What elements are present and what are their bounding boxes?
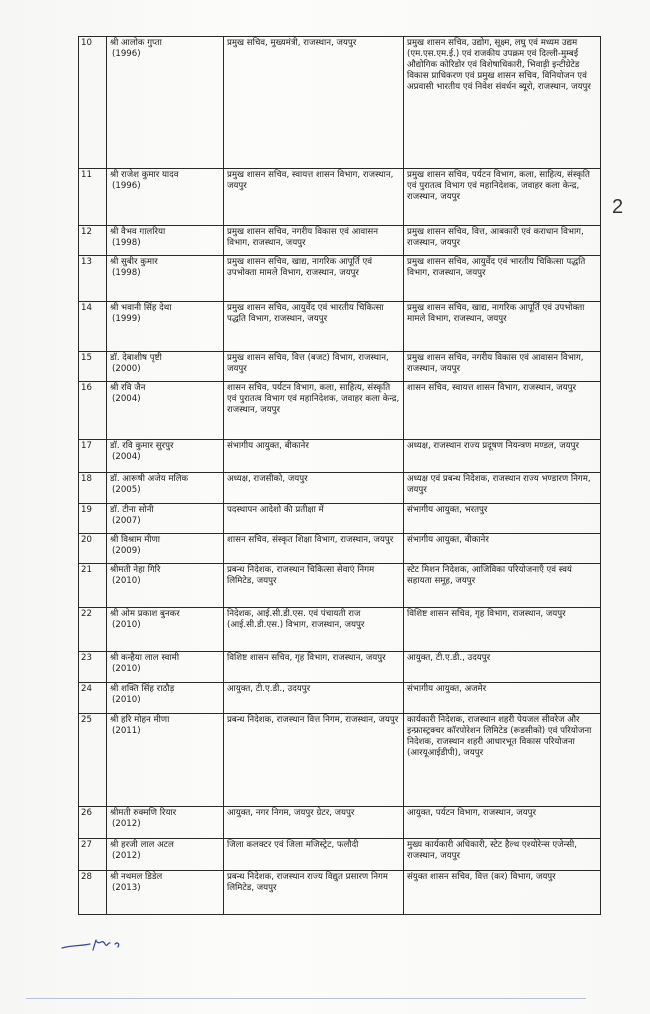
- serial-number-cell: 24: [79, 683, 107, 714]
- officer-name: डॉ. आरूषी अजेय मलिक: [110, 474, 189, 484]
- officer-cell: [107, 352, 224, 382]
- officer-batch: (2009): [112, 546, 141, 556]
- table-row: [79, 226, 601, 256]
- officer-cell: [107, 652, 224, 683]
- signature-scribble: [60, 932, 140, 958]
- bottom-divider: [26, 998, 586, 999]
- new-post-cell: अध्यक्ष एवं प्रबन्ध निदेशक, राजस्थान राज्य भण्डारण निगम, जयपुर: [404, 473, 601, 504]
- officer-batch: (2012): [112, 851, 141, 861]
- serial-number-cell: 20: [79, 534, 107, 564]
- officer-name: श्री वैभव गालरिया: [110, 227, 166, 237]
- officer-cell: [107, 440, 224, 473]
- table-row: [79, 352, 601, 382]
- current-post-cell: निदेशक, आई.सी.डी.एस. एवं पंचायती राज (आई.सी.डी.एस.) विभाग, राजस्थान, जयपुर: [224, 608, 404, 652]
- officer-batch: (2012): [112, 819, 141, 829]
- serial-number-cell: 21: [79, 564, 107, 608]
- new-post-cell: शासन सचिव, स्वायत्त शासन विभाग, राजस्थान, जयपुर: [404, 382, 601, 440]
- officer-name: श्रीमती रुक्मणि रियार: [110, 808, 177, 818]
- current-post-cell: प्रबन्ध निदेशक, राजस्थान चिकित्सा सेवाएं निगम लिमिटेड, जयपुर: [224, 564, 404, 608]
- new-post-cell: कार्यकारी निदेशक, राजस्थान शहरी पेयजल सीवरेज और इन्फ्रास्ट्रक्चर कॉरपोरेशन लिमिटेड (रूडसीको) एवं परियोजना निदेशक, राजस्थान शहरी आधारभूत विकास परियोजना (आरयूआईडीपी), जयपुर: [404, 714, 601, 807]
- current-post-cell: प्रमुख शासन सचिव, नगरीय विकास एवं आवासन विभाग, राजस्थान, जयपुर: [224, 226, 404, 256]
- serial-number-cell: 18: [79, 473, 107, 504]
- table-row: [79, 871, 601, 915]
- officer-batch: (2010): [112, 664, 141, 674]
- officer-batch: (2010): [112, 695, 141, 705]
- officer-cell: [107, 534, 224, 564]
- table-row: [79, 302, 601, 352]
- serial-number-cell: 14: [79, 302, 107, 352]
- table-row: [79, 256, 601, 302]
- new-post-cell: प्रमुख शासन सचिव, आयुर्वेद एवं भारतीय चिकित्सा पद्धति विभाग, राजस्थान, जयपुर: [404, 256, 601, 302]
- officer-batch: (2004): [112, 394, 141, 404]
- officer-name: डॉ. देबाशीष पृष्टी: [110, 353, 162, 363]
- officer-batch: (2005): [112, 485, 141, 495]
- officer-batch: (2013): [112, 883, 141, 893]
- current-post-cell: अध्यक्ष, राजसीको, जयपुर: [224, 473, 404, 504]
- serial-number-cell: 19: [79, 504, 107, 534]
- new-post-cell: संभागीय आयुक्त, बीकानेर: [404, 534, 601, 564]
- new-post-cell: प्रमुख शासन सचिव, पर्यटन विभाग, कला, साहित्य, संस्कृति एवं पुरातत्व विभाग एवं महानिदेशक, जवाहर कला केन्द्र, राजस्थान, जयपुर: [404, 169, 601, 226]
- table-row: [79, 473, 601, 504]
- serial-number-cell: 15: [79, 352, 107, 382]
- officer-name: डॉ. रवि कुमार सुरपुर: [110, 441, 174, 451]
- officer-name: श्री ओम प्रकाश बुनकर: [110, 609, 180, 619]
- officer-batch: (1999): [112, 314, 141, 324]
- officer-name: डॉ. टीना सोनी: [110, 505, 154, 515]
- new-post-cell: संभागीय आयुक्त, भरतपुर: [404, 504, 601, 534]
- officer-batch: (1996): [112, 49, 141, 59]
- table-row: [79, 534, 601, 564]
- officer-name: श्री भवानी सिंह देथा: [110, 303, 172, 313]
- current-post-cell: आयुक्त, टी.ए.डी., उदयपुर: [224, 683, 404, 714]
- officer-name: श्री कन्हैया लाल स्वामी: [110, 653, 180, 663]
- new-post-cell: मुख्य कार्यकारी अधिकारी, स्टेट हैल्थ एश्योरेन्स एजेन्सी, राजस्थान, जयपुर: [404, 839, 601, 871]
- current-post-cell: प्रमुख शासन सचिव, खाद्य, नागरिक आपूर्ति एवं उपभोक्ता मामले विभाग, राजस्थान, जयपुर: [224, 256, 404, 302]
- table-row: [79, 169, 601, 226]
- current-post-cell: प्रमुख शासन सचिव, आयुर्वेद एवं भारतीय चिकित्सा पद्धति विभाग, राजस्थान, जयपुर: [224, 302, 404, 352]
- new-post-cell: स्टेट मिशन निदेशक, आजिविका परियोजनाएँ एवं स्वयं सहायता समूह, जयपुर: [404, 564, 601, 608]
- officer-cell: [107, 504, 224, 534]
- officer-batch: (1998): [112, 238, 141, 248]
- new-post-cell: प्रमुख शासन सचिव, खाद्य, नागरिक आपूर्ति एवं उपभोक्ता मामले विभाग, राजस्थान, जयपुर: [404, 302, 601, 352]
- serial-number-cell: 10: [79, 37, 107, 169]
- officer-name: श्री शक्ति सिंह राठौड़: [110, 684, 175, 694]
- officer-name: श्री नथमल डिडेल: [110, 872, 163, 882]
- new-post-cell: संभागीय आयुक्त, अजमेर: [404, 683, 601, 714]
- serial-number-cell: 22: [79, 608, 107, 652]
- officer-cell: [107, 564, 224, 608]
- officer-batch: (2004): [112, 452, 141, 462]
- table-row: [79, 440, 601, 473]
- table-row: [79, 839, 601, 871]
- officer-name: श्री हरजी लाल अटल: [110, 840, 174, 850]
- transfer-orders-table: [78, 36, 601, 915]
- serial-number-cell: 27: [79, 839, 107, 871]
- officer-cell: [107, 382, 224, 440]
- table-body: [79, 37, 601, 915]
- table-row: [79, 504, 601, 534]
- officer-batch: (1996): [112, 181, 141, 191]
- current-post-cell: प्रबन्ध निदेशक, राजस्थान वित्त निगम, राजस्थान, जयपुर: [224, 714, 404, 807]
- serial-number-cell: 13: [79, 256, 107, 302]
- current-post-cell: शासन सचिव, पर्यटन विभाग, कला, साहित्य, संस्कृति एवं पुरातत्व विभाग एवं महानिदेशक, जवाहर कला केन्द्र, राजस्थान, जयपुर: [224, 382, 404, 440]
- officer-cell: [107, 608, 224, 652]
- officer-cell: [107, 302, 224, 352]
- table-row: [79, 564, 601, 608]
- serial-number-cell: 16: [79, 382, 107, 440]
- serial-number-cell: 28: [79, 871, 107, 915]
- table-row: [79, 807, 601, 839]
- serial-number-cell: 11: [79, 169, 107, 226]
- officer-cell: [107, 169, 224, 226]
- officer-cell: [107, 37, 224, 169]
- new-post-cell: आयुक्त, पर्यटन विभाग, राजस्थान, जयपुर: [404, 807, 601, 839]
- officer-cell: [107, 871, 224, 915]
- current-post-cell: पदस्थापन आदेशो की प्रतीक्षा में: [224, 504, 404, 534]
- officer-cell: [107, 839, 224, 871]
- serial-number-cell: 26: [79, 807, 107, 839]
- current-post-cell: आयुक्त, नगर निगम, जयपुर ग्रेटर, जयपुर: [224, 807, 404, 839]
- officer-name: श्री सुबीर कुमार: [110, 257, 158, 267]
- officer-batch: (2010): [112, 620, 141, 630]
- current-post-cell: प्रमुख सचिव, मुख्यमंत्री, राजस्थान, जयपुर: [224, 37, 404, 169]
- current-post-cell: विशिष्ट शासन सचिव, गृह विभाग, राजस्थान, जयपुर: [224, 652, 404, 683]
- new-post-cell: अध्यक्ष, राजस्थान राज्य प्रदूषण नियन्त्रण मण्डल, जयपुर: [404, 440, 601, 473]
- officer-batch: (2010): [112, 576, 141, 586]
- officer-name: श्री विश्राम मीणा: [110, 535, 161, 545]
- current-post-cell: शासन सचिव, संस्कृत शिक्षा विभाग, राजस्थान, जयपुर: [224, 534, 404, 564]
- serial-number-cell: 25: [79, 714, 107, 807]
- officer-cell: [107, 473, 224, 504]
- officer-batch: (2011): [112, 726, 141, 736]
- table-row: [79, 382, 601, 440]
- officer-name: श्रीमती नेहा गिरि: [110, 565, 161, 575]
- new-post-cell: प्रमुख शासन सचिव, नगरीय विकास एवं आवासन विभाग, राजस्थान, जयपुर: [404, 352, 601, 382]
- officer-cell: [107, 683, 224, 714]
- new-post-cell: संयुक्त शासन सचिव, वित्त (कर) विभाग, जयपुर: [404, 871, 601, 915]
- table-row: [79, 714, 601, 807]
- serial-number-cell: 23: [79, 652, 107, 683]
- new-post-cell: विशिष्ट शासन सचिव, गृह विभाग, राजस्थान, जयपुर: [404, 608, 601, 652]
- serial-number-cell: 17: [79, 440, 107, 473]
- officer-cell: [107, 807, 224, 839]
- table-row: [79, 652, 601, 683]
- officer-name: श्री रवि जैन: [110, 383, 146, 393]
- officer-batch: (2000): [112, 364, 141, 374]
- new-post-cell: प्रमुख शासन सचिव, वित्त, आबकारी एवं कराधान विभाग, राजस्थान, जयपुर: [404, 226, 601, 256]
- new-post-cell: आयुक्त, टी.ए.डी., उदयपुर: [404, 652, 601, 683]
- officer-cell: [107, 714, 224, 807]
- current-post-cell: प्रबन्ध निदेशक, राजस्थान राज्य विद्युत प्रसारण निगम लिमिटेड, जयपुर: [224, 871, 404, 915]
- page-number: 2: [612, 196, 624, 218]
- table-row: [79, 37, 601, 169]
- table-row: [79, 683, 601, 714]
- current-post-cell: प्रमुख शासन सचिव, स्वायत्त शासन विभाग, राजस्थान, जयपुर: [224, 169, 404, 226]
- new-post-cell: प्रमुख शासन सचिव, उद्योग, सूक्ष्म, लघु एवं मध्यम उद्यम (एम.एस.एम.ई.) एवं राजकीय उपक्रम एवं दिल्ली-मुम्बई औद्योगिक कोरिडोर एवं विशेषाधिकारी, भिवाड़ी इन्टीग्रेटेड विकास प्राधिकरण एवं प्रमुख शासन सचिव, विनियोजन एवं अप्रवासी भारतीय एवं निवेश संवर्धन ब्यूरो, राजस्थान, जयपुर: [404, 37, 601, 169]
- officer-batch: (2007): [112, 516, 141, 526]
- officer-batch: (1998): [112, 268, 141, 278]
- table-row: [79, 608, 601, 652]
- officer-name: श्री आलोक गुप्ता: [110, 38, 162, 48]
- current-post-cell: जिला कलक्टर एवं जिला मजिस्ट्रेट, फलौदी: [224, 839, 404, 871]
- current-post-cell: संभागीय आयुक्त, बीकानेर: [224, 440, 404, 473]
- officer-cell: [107, 226, 224, 256]
- current-post-cell: प्रमुख शासन सचिव, वित्त (बजट) विभाग, राजस्थान, जयपुर: [224, 352, 404, 382]
- officer-name: श्री हरि मोहन मीणा: [110, 715, 170, 725]
- serial-number-cell: 12: [79, 226, 107, 256]
- officer-cell: [107, 256, 224, 302]
- officer-name: श्री राजेश कुमार यादव: [110, 170, 179, 180]
